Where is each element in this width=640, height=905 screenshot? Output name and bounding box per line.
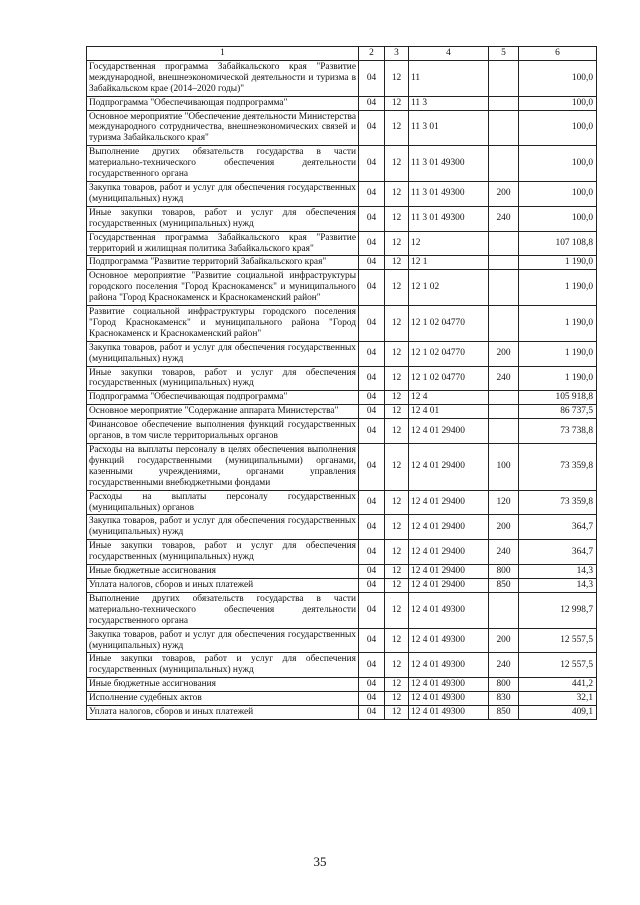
target-article-cell: 12 4 01 49300: [409, 653, 489, 678]
expense-type-cell: [489, 60, 519, 96]
expense-type-cell: 100: [489, 444, 519, 491]
amount-cell: 14,3: [519, 578, 597, 592]
table-row: [87, 146, 597, 182]
subsection-code-cell: 12: [385, 391, 409, 405]
target-article-cell: 11 3 01: [409, 110, 489, 146]
target-article-cell: 12 1 02 04770: [409, 306, 489, 342]
table-row: [87, 256, 597, 270]
amount-cell: 73 738,8: [519, 419, 597, 444]
expense-type-cell: 200: [489, 341, 519, 366]
section-code-cell: 04: [359, 490, 385, 515]
subsection-code-cell: 12: [385, 678, 409, 692]
section-code-cell: 04: [359, 391, 385, 405]
expense-name-cell: Иные бюджетные ассигнования: [87, 678, 359, 692]
amount-cell: 73 359,8: [519, 444, 597, 491]
section-code-cell: 04: [359, 419, 385, 444]
expense-name-cell: Развитие социальной инфраструктуры городского поселения "Город Краснокаменск" и муниципального района "Город Краснокаменск и Краснокаменский район": [87, 306, 359, 342]
table-row: [87, 306, 597, 342]
section-code-cell: 04: [359, 256, 385, 270]
budget-table: [86, 46, 597, 720]
subsection-code-cell: 12: [385, 270, 409, 306]
expense-type-cell: [489, 405, 519, 419]
subsection-code-cell: 12: [385, 515, 409, 540]
expense-name-cell: Закупка товаров, работ и услуг для обеспечения государственных (муниципальных) нужд: [87, 628, 359, 653]
target-article-cell: 11 3: [409, 96, 489, 110]
section-code-cell: 04: [359, 146, 385, 182]
table-row: [87, 419, 597, 444]
target-article-cell: 12 4 01 29400: [409, 490, 489, 515]
section-code-cell: 04: [359, 306, 385, 342]
expense-type-cell: 240: [489, 540, 519, 565]
section-code-cell: 04: [359, 653, 385, 678]
amount-cell: 409,1: [519, 706, 597, 720]
section-code-cell: 04: [359, 96, 385, 110]
table-row: [87, 540, 597, 565]
expense-name-cell: Государственная программа Забайкальского края "Развитие международной, внешнеэкономической деятельности и туризма в Забайкальском крае (2014–2020 годы)": [87, 60, 359, 96]
table-row: [87, 515, 597, 540]
amount-cell: 1 190,0: [519, 341, 597, 366]
expense-name-cell: Расходы на выплаты персоналу в целях обеспечения выполнения функций государственными (муниципальными) органами, казенными учреждениями, органами управления государственными внебюджетными фондами: [87, 444, 359, 491]
table-row: [87, 60, 597, 96]
table-row: [87, 692, 597, 706]
subsection-code-cell: 12: [385, 692, 409, 706]
target-article-cell: 11: [409, 60, 489, 96]
expense-type-cell: [489, 306, 519, 342]
subsection-code-cell: 12: [385, 540, 409, 565]
section-code-cell: 04: [359, 540, 385, 565]
amount-cell: 105 918,8: [519, 391, 597, 405]
header-cell: 3: [385, 47, 409, 61]
expense-name-cell: Закупка товаров, работ и услуг для обеспечения государственных (муниципальных) нужд: [87, 341, 359, 366]
section-code-cell: 04: [359, 110, 385, 146]
target-article-cell: 12 1 02 04770: [409, 366, 489, 391]
table-row: [87, 628, 597, 653]
section-code-cell: 04: [359, 628, 385, 653]
table-row: [87, 444, 597, 491]
expense-type-cell: [489, 146, 519, 182]
subsection-code-cell: 12: [385, 306, 409, 342]
target-article-cell: 12 4 01 29400: [409, 540, 489, 565]
expense-name-cell: Основное мероприятие "Содержание аппарата Министерства": [87, 405, 359, 419]
section-code-cell: 04: [359, 565, 385, 579]
subsection-code-cell: 12: [385, 96, 409, 110]
table-row: [87, 341, 597, 366]
subsection-code-cell: 12: [385, 110, 409, 146]
target-article-cell: 12 1: [409, 256, 489, 270]
target-article-cell: 12 1 02: [409, 270, 489, 306]
expense-type-cell: 830: [489, 692, 519, 706]
amount-cell: 14,3: [519, 565, 597, 579]
table-row: [87, 110, 597, 146]
subsection-code-cell: 12: [385, 60, 409, 96]
expense-type-cell: 120: [489, 490, 519, 515]
section-code-cell: 04: [359, 270, 385, 306]
expense-type-cell: 200: [489, 628, 519, 653]
target-article-cell: 12 4 01 29400: [409, 578, 489, 592]
expense-name-cell: Выполнение других обязательств государства в части материально-технического обеспечения деятельности государственного органа: [87, 146, 359, 182]
subsection-code-cell: 12: [385, 565, 409, 579]
section-code-cell: 04: [359, 231, 385, 256]
header-cell: 2: [359, 47, 385, 61]
amount-cell: 1 190,0: [519, 270, 597, 306]
amount-cell: 73 359,8: [519, 490, 597, 515]
section-code-cell: 04: [359, 678, 385, 692]
amount-cell: 100,0: [519, 110, 597, 146]
expense-type-cell: 200: [489, 181, 519, 206]
amount-cell: 100,0: [519, 60, 597, 96]
table-row: [87, 181, 597, 206]
expense-name-cell: Основное мероприятие "Обеспечение деятельности Министерства международного сотрудничества, внешнеэкономических связей и туризма Забайкальского края": [87, 110, 359, 146]
amount-cell: 441,2: [519, 678, 597, 692]
table-row: [87, 706, 597, 720]
table-row: [87, 270, 597, 306]
expense-type-cell: 850: [489, 706, 519, 720]
subsection-code-cell: 12: [385, 419, 409, 444]
expense-name-cell: Уплата налогов, сборов и иных платежей: [87, 706, 359, 720]
expense-name-cell: Финансовое обеспечение выполнения функций государственных органов, в том числе территориальных органов: [87, 419, 359, 444]
target-article-cell: 11 3 01 49300: [409, 181, 489, 206]
expense-type-cell: [489, 110, 519, 146]
expense-name-cell: Подпрограмма "Обеспечивающая подпрограмма": [87, 96, 359, 110]
amount-cell: 12 998,7: [519, 592, 597, 628]
target-article-cell: 12: [409, 231, 489, 256]
target-article-cell: 12 4: [409, 391, 489, 405]
amount-cell: 364,7: [519, 515, 597, 540]
target-article-cell: 12 4 01: [409, 405, 489, 419]
subsection-code-cell: 12: [385, 592, 409, 628]
section-code-cell: 04: [359, 706, 385, 720]
section-code-cell: 04: [359, 692, 385, 706]
section-code-cell: 04: [359, 444, 385, 491]
table-row: [87, 653, 597, 678]
subsection-code-cell: 12: [385, 256, 409, 270]
table-row: [87, 490, 597, 515]
header-cell: 5: [489, 47, 519, 61]
section-code-cell: 04: [359, 515, 385, 540]
expense-type-cell: 240: [489, 366, 519, 391]
expense-type-cell: 240: [489, 653, 519, 678]
target-article-cell: 12 4 01 29400: [409, 419, 489, 444]
amount-cell: 1 190,0: [519, 256, 597, 270]
amount-cell: 12 557,5: [519, 628, 597, 653]
amount-cell: 1 190,0: [519, 306, 597, 342]
expense-type-cell: 800: [489, 678, 519, 692]
table-row: [87, 578, 597, 592]
subsection-code-cell: 12: [385, 341, 409, 366]
expense-type-cell: 200: [489, 515, 519, 540]
section-code-cell: 04: [359, 578, 385, 592]
expense-type-cell: [489, 391, 519, 405]
target-article-cell: 12 4 01 49300: [409, 678, 489, 692]
amount-cell: 100,0: [519, 96, 597, 110]
subsection-code-cell: 12: [385, 181, 409, 206]
expense-name-cell: Основное мероприятие "Развитие социальной инфраструктуры городского поселения "Город Краснокаменск" и муниципального района "Город Краснокаменск и Краснокаменский район": [87, 270, 359, 306]
amount-cell: 1 190,0: [519, 366, 597, 391]
amount-cell: 364,7: [519, 540, 597, 565]
expense-type-cell: [489, 256, 519, 270]
expense-name-cell: Исполнение судебных актов: [87, 692, 359, 706]
table-row: [87, 565, 597, 579]
header-cell: 4: [409, 47, 489, 61]
subsection-code-cell: 12: [385, 628, 409, 653]
table-row: [87, 206, 597, 231]
table-row: [87, 96, 597, 110]
expense-name-cell: Иные бюджетные ассигнования: [87, 565, 359, 579]
table-row: [87, 366, 597, 391]
expense-type-cell: 240: [489, 206, 519, 231]
target-article-cell: 12 4 01 49300: [409, 706, 489, 720]
section-code-cell: 04: [359, 206, 385, 231]
target-article-cell: 12 4 01 49300: [409, 628, 489, 653]
subsection-code-cell: 12: [385, 578, 409, 592]
expense-name-cell: Иные закупки товаров, работ и услуг для обеспечения государственных (муниципальных) нужд: [87, 540, 359, 565]
expense-type-cell: [489, 231, 519, 256]
target-article-cell: 11 3 01 49300: [409, 206, 489, 231]
expense-name-cell: Иные закупки товаров, работ и услуг для обеспечения государственных (муниципальных) нужд: [87, 366, 359, 391]
expense-type-cell: [489, 270, 519, 306]
table-row: [87, 405, 597, 419]
subsection-code-cell: 12: [385, 231, 409, 256]
subsection-code-cell: 12: [385, 444, 409, 491]
amount-cell: 107 108,8: [519, 231, 597, 256]
header-cell: 6: [519, 47, 597, 61]
amount-cell: 12 557,5: [519, 653, 597, 678]
expense-name-cell: Выполнение других обязательств государства в части материально-технического обеспечения деятельности государственного органа: [87, 592, 359, 628]
target-article-cell: 11 3 01 49300: [409, 146, 489, 182]
amount-cell: 32,1: [519, 692, 597, 706]
table-row: [87, 231, 597, 256]
table-header-row: [87, 47, 597, 61]
subsection-code-cell: 12: [385, 366, 409, 391]
subsection-code-cell: 12: [385, 206, 409, 231]
target-article-cell: 12 4 01 49300: [409, 692, 489, 706]
table-row: [87, 592, 597, 628]
expense-type-cell: [489, 96, 519, 110]
target-article-cell: 12 4 01 49300: [409, 592, 489, 628]
header-cell: 1: [87, 47, 359, 61]
expense-name-cell: Расходы на выплаты персоналу государственных (муниципальных) органов: [87, 490, 359, 515]
target-article-cell: 12 1 02 04770: [409, 341, 489, 366]
expense-type-cell: [489, 419, 519, 444]
amount-cell: 100,0: [519, 181, 597, 206]
subsection-code-cell: 12: [385, 405, 409, 419]
table-body: [87, 47, 597, 720]
target-article-cell: 12 4 01 29400: [409, 444, 489, 491]
table-row: [87, 678, 597, 692]
target-article-cell: 12 4 01 29400: [409, 565, 489, 579]
section-code-cell: 04: [359, 181, 385, 206]
expense-type-cell: 800: [489, 565, 519, 579]
section-code-cell: 04: [359, 60, 385, 96]
section-code-cell: 04: [359, 592, 385, 628]
subsection-code-cell: 12: [385, 706, 409, 720]
expense-name-cell: Закупка товаров, работ и услуг для обеспечения государственных (муниципальных) нужд: [87, 181, 359, 206]
table-row: [87, 391, 597, 405]
section-code-cell: 04: [359, 341, 385, 366]
section-code-cell: 04: [359, 366, 385, 391]
expense-name-cell: Подпрограмма "Обеспечивающая подпрограмма": [87, 391, 359, 405]
expense-type-cell: 850: [489, 578, 519, 592]
amount-cell: 100,0: [519, 206, 597, 231]
expense-name-cell: Иные закупки товаров, работ и услуг для обеспечения государственных (муниципальных) нужд: [87, 653, 359, 678]
subsection-code-cell: 12: [385, 146, 409, 182]
expense-name-cell: Иные закупки товаров, работ и услуг для обеспечения государственных (муниципальных) нужд: [87, 206, 359, 231]
page-number: 35: [313, 854, 327, 869]
expense-name-cell: Государственная программа Забайкальского края "Развитие территорий и жилищная политика Забайкальского края": [87, 231, 359, 256]
target-article-cell: 12 4 01 29400: [409, 515, 489, 540]
amount-cell: 86 737,5: [519, 405, 597, 419]
expense-name-cell: Подпрограмма "Развитие территорий Забайкальского края": [87, 256, 359, 270]
subsection-code-cell: 12: [385, 490, 409, 515]
subsection-code-cell: 12: [385, 653, 409, 678]
expense-name-cell: Закупка товаров, работ и услуг для обеспечения государственных (муниципальных) нужд: [87, 515, 359, 540]
amount-cell: 100,0: [519, 146, 597, 182]
expense-type-cell: [489, 592, 519, 628]
section-code-cell: 04: [359, 405, 385, 419]
expense-name-cell: Уплата налогов, сборов и иных платежей: [87, 578, 359, 592]
